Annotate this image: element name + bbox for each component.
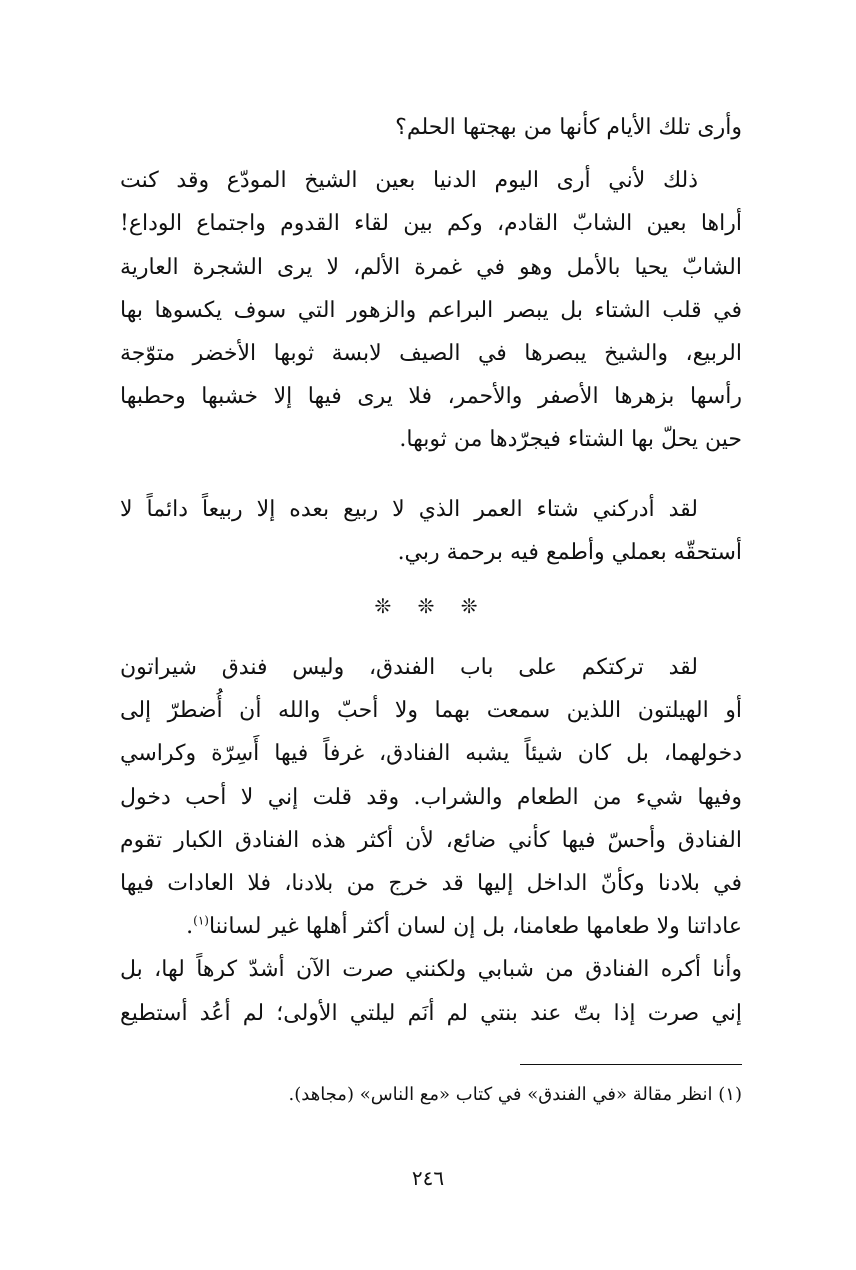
text-line: الشابّ يحيا بالأمل وهو في غمرة الألم، لا يرى الشجرة العارية [120,254,743,280]
text-line: لقد أدركني شتاء العمر الذي لا ربيع بعده إلا ربيعاً دائماً لا [120,497,698,522]
text-line: وأنا أكره الفنادق من شبابي ولكنني صرت الآن أشدّ كرهاً لها، بل [120,957,742,983]
text-line: وأرى تلك الأيام كأنها من بهجتها الحلم؟ [395,115,742,140]
text-block-middle [120,488,742,574]
section-separator: ❊ ❊ ❊ [374,594,488,618]
paragraph-4 [120,646,742,1035]
text-line: أو الهيلتون اللذين سمعت بهما ولا أحبّ والله أن أُضطرّ إلى [120,698,742,724]
text-line-with-footnote [120,905,742,948]
text-line: لقد تركتكم على باب الفندق، وليس فندق شيراتون [120,655,698,680]
footnote-divider [520,1064,742,1065]
page-number: ٢٤٦ [411,1166,445,1190]
text-line: رأسها بزهرها الأصفر والأحمر، فلا يرى فيها إلا خشبها وحطبها [120,384,742,410]
text-line: الربيع، والشيخ يبصرها في الصيف لابسة ثوبها الأخضر متوّجة [120,341,742,367]
text-line: حين يحلّ بها الشتاء فيجرّدها من ثوبها. [399,427,742,453]
text-line: في بلادنا وكأنّ الداخل إليها قد خرج من بلادنا، فلا العادات فيها [120,871,742,897]
text-line: ذلك لأني أرى اليوم الدنيا بعين الشيخ المودّع وقد كنت [120,168,698,194]
text-line: دخولهما، بل كان شيئاً يشبه الفنادق، غرفاً فيها أَسِرّة وكراسي [120,741,742,767]
text-line: عاداتنا ولا طعامها طعامنا، بل إن لسان أكثر أهلها غير لساننا [208,914,742,940]
footnote-marker[interactable]: (١) [193,913,209,928]
sentence-end: . [186,914,194,940]
text-line: الفنادق وأحسّ فيها كأني ضائع، لأن أكثر هذه الفنادق الكبار تقوم [120,827,742,853]
text-line: في قلب الشتاء بل يبصر البراعم والزهور التي سوف يكسوها بها [120,297,742,323]
footnote: (١) انظر مقالة «في الفندق» في كتاب «مع الناس» (مجاهد). [288,1084,742,1105]
paragraph-1 [120,106,742,149]
text-line: وفيها شيء من الطعام والشراب. وقد قلت إني لا أحب دخول [120,784,742,810]
text-block-bottom [120,646,742,1035]
paragraph-2 [120,159,742,461]
paragraph-3 [120,488,742,574]
text-line: أراها بعين الشابّ القادم، وكم بين لقاء القدوم واجتماع الوداع! [120,211,742,237]
text-line: أستحقّه بعملي وأطمع فيه برحمة ربي. [397,540,742,566]
text-line: إني صرت إذا بتّ عند بنتي لم أنَم ليلتي الأولى؛ لم أعُد أستطيع [120,1000,742,1026]
text-block-top [120,106,742,462]
